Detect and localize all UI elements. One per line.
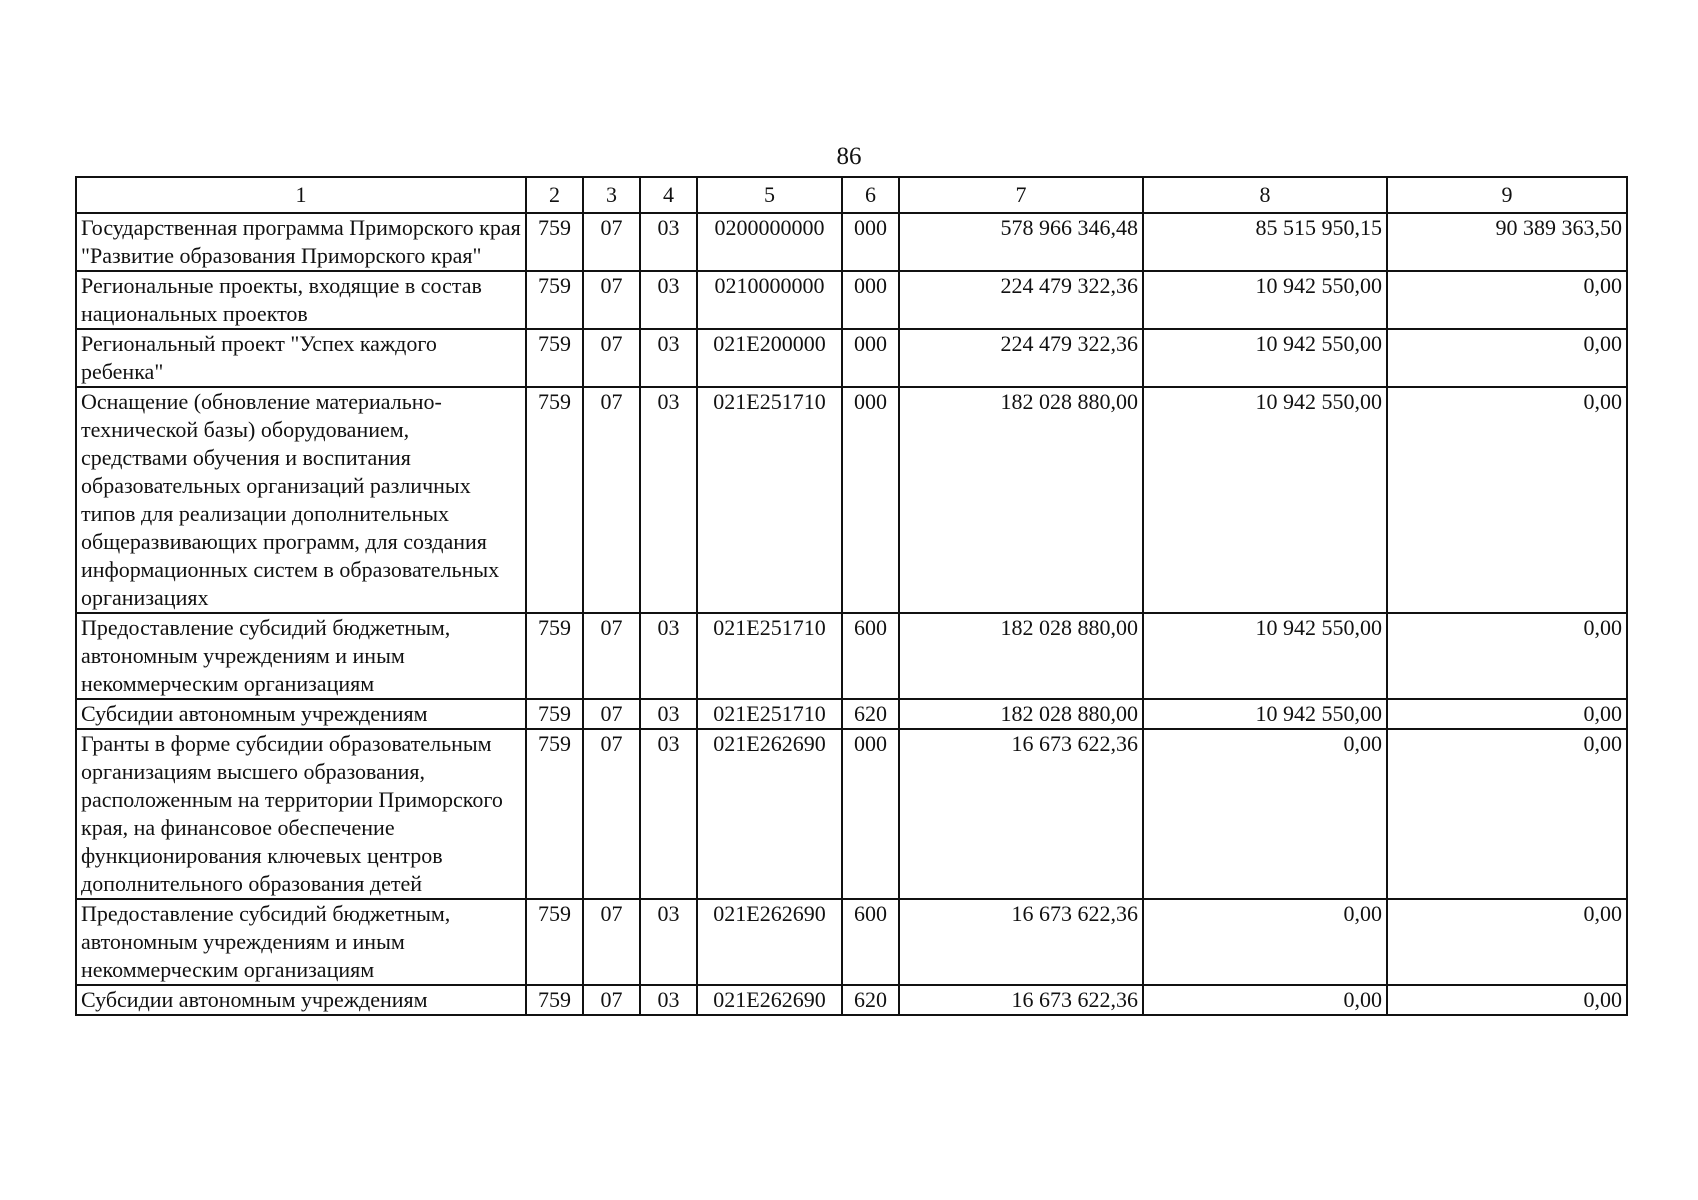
table-row — [76, 729, 1627, 899]
row-name: Региональный проект "Успех каждого ребенка" — [76, 329, 526, 387]
amount-col8: 10 942 550,00 — [1143, 329, 1387, 387]
column-header: 3 — [583, 177, 640, 213]
table-row — [76, 271, 1627, 329]
amount-col8: 10 942 550,00 — [1143, 271, 1387, 329]
amount-col7: 578 966 346,48 — [899, 213, 1143, 271]
expense-type-code: 000 — [842, 271, 899, 329]
column-header: 6 — [842, 177, 899, 213]
amount-col8: 10 942 550,00 — [1143, 613, 1387, 699]
row-name: Субсидии автономным учреждениям — [76, 699, 526, 729]
admin-code: 759 — [526, 699, 583, 729]
table-row — [76, 387, 1627, 613]
amount-col9: 0,00 — [1387, 899, 1627, 985]
section-code: 07 — [583, 699, 640, 729]
admin-code: 759 — [526, 271, 583, 329]
column-header: 4 — [640, 177, 697, 213]
target-item-code: 021E262690 — [697, 985, 842, 1015]
row-name: Субсидии автономным учреждениям — [76, 985, 526, 1015]
section-code: 07 — [583, 613, 640, 699]
amount-col8: 10 942 550,00 — [1143, 387, 1387, 613]
subsection-code: 03 — [640, 729, 697, 899]
table-row — [76, 613, 1627, 699]
amount-col7: 224 479 322,36 — [899, 329, 1143, 387]
header-row — [76, 177, 1627, 213]
row-name: Гранты в форме субсидии образовательным организациям высшего образования, расположенным на территории Приморского края, на финансовое обеспечение функционирования ключевых центров дополнительного образования детей — [76, 729, 526, 899]
row-name: Предоставление субсидий бюджетным, автономным учреждениям и иным некоммерческим организациям — [76, 613, 526, 699]
target-item-code: 021E200000 — [697, 329, 842, 387]
amount-col9: 0,00 — [1387, 387, 1627, 613]
admin-code: 759 — [526, 613, 583, 699]
amount-col9: 0,00 — [1387, 699, 1627, 729]
expense-type-code: 620 — [842, 699, 899, 729]
subsection-code: 03 — [640, 387, 697, 613]
amount-col8: 0,00 — [1143, 729, 1387, 899]
target-item-code: 021E251710 — [697, 699, 842, 729]
subsection-code: 03 — [640, 899, 697, 985]
admin-code: 759 — [526, 729, 583, 899]
subsection-code: 03 — [640, 329, 697, 387]
expense-type-code: 600 — [842, 899, 899, 985]
amount-col7: 182 028 880,00 — [899, 699, 1143, 729]
amount-col9: 0,00 — [1387, 271, 1627, 329]
page-number: 86 — [836, 143, 862, 170]
admin-code: 759 — [526, 329, 583, 387]
section-code: 07 — [583, 729, 640, 899]
budget-table — [75, 176, 1628, 1016]
subsection-code: 03 — [640, 271, 697, 329]
row-name: Оснащение (обновление материально-технической базы) оборудованием, средствами обучения и воспитания образовательных организаций различных типов для реализации дополнительных общеразвивающих программ, для создания информационных систем в образовательных организациях — [76, 387, 526, 613]
table-row — [76, 329, 1627, 387]
amount-col7: 182 028 880,00 — [899, 387, 1143, 613]
amount-col7: 16 673 622,36 — [899, 899, 1143, 985]
target-item-code: 021E251710 — [697, 387, 842, 613]
amount-col8: 0,00 — [1143, 899, 1387, 985]
expense-type-code: 600 — [842, 613, 899, 699]
row-name: Предоставление субсидий бюджетным, автономным учреждениям и иным некоммерческим организациям — [76, 899, 526, 985]
expense-type-code: 000 — [842, 387, 899, 613]
row-name: Региональные проекты, входящие в состав национальных проектов — [76, 271, 526, 329]
column-header: 7 — [899, 177, 1143, 213]
admin-code: 759 — [526, 387, 583, 613]
amount-col9: 90 389 363,50 — [1387, 213, 1627, 271]
amount-col9: 0,00 — [1387, 729, 1627, 899]
amount-col7: 16 673 622,36 — [899, 985, 1143, 1015]
table-row — [76, 699, 1627, 729]
column-header: 9 — [1387, 177, 1627, 213]
expense-type-code: 000 — [842, 329, 899, 387]
subsection-code: 03 — [640, 213, 697, 271]
column-header: 5 — [697, 177, 842, 213]
table-row — [76, 985, 1627, 1015]
amount-col9: 0,00 — [1387, 613, 1627, 699]
amount-col8: 85 515 950,15 — [1143, 213, 1387, 271]
row-name: Государственная программа Приморского края "Развитие образования Приморского края" — [76, 213, 526, 271]
amount-col8: 0,00 — [1143, 985, 1387, 1015]
column-header: 8 — [1143, 177, 1387, 213]
amount-col7: 16 673 622,36 — [899, 729, 1143, 899]
expense-type-code: 000 — [842, 729, 899, 899]
subsection-code: 03 — [640, 699, 697, 729]
admin-code: 759 — [526, 985, 583, 1015]
expense-type-code: 620 — [842, 985, 899, 1015]
section-code: 07 — [583, 271, 640, 329]
subsection-code: 03 — [640, 613, 697, 699]
expense-type-code: 000 — [842, 213, 899, 271]
section-code: 07 — [583, 985, 640, 1015]
target-item-code: 021E262690 — [697, 729, 842, 899]
amount-col9: 0,00 — [1387, 985, 1627, 1015]
table-row — [76, 899, 1627, 985]
amount-col7: 224 479 322,36 — [899, 271, 1143, 329]
table-row — [76, 213, 1627, 271]
amount-col8: 10 942 550,00 — [1143, 699, 1387, 729]
column-header: 2 — [526, 177, 583, 213]
target-item-code: 0210000000 — [697, 271, 842, 329]
amount-col7: 182 028 880,00 — [899, 613, 1143, 699]
target-item-code: 0200000000 — [697, 213, 842, 271]
amount-col9: 0,00 — [1387, 329, 1627, 387]
section-code: 07 — [583, 329, 640, 387]
column-header: 1 — [76, 177, 526, 213]
subsection-code: 03 — [640, 985, 697, 1015]
target-item-code: 021E251710 — [697, 613, 842, 699]
section-code: 07 — [583, 213, 640, 271]
section-code: 07 — [583, 387, 640, 613]
section-code: 07 — [583, 899, 640, 985]
target-item-code: 021E262690 — [697, 899, 842, 985]
admin-code: 759 — [526, 213, 583, 271]
admin-code: 759 — [526, 899, 583, 985]
